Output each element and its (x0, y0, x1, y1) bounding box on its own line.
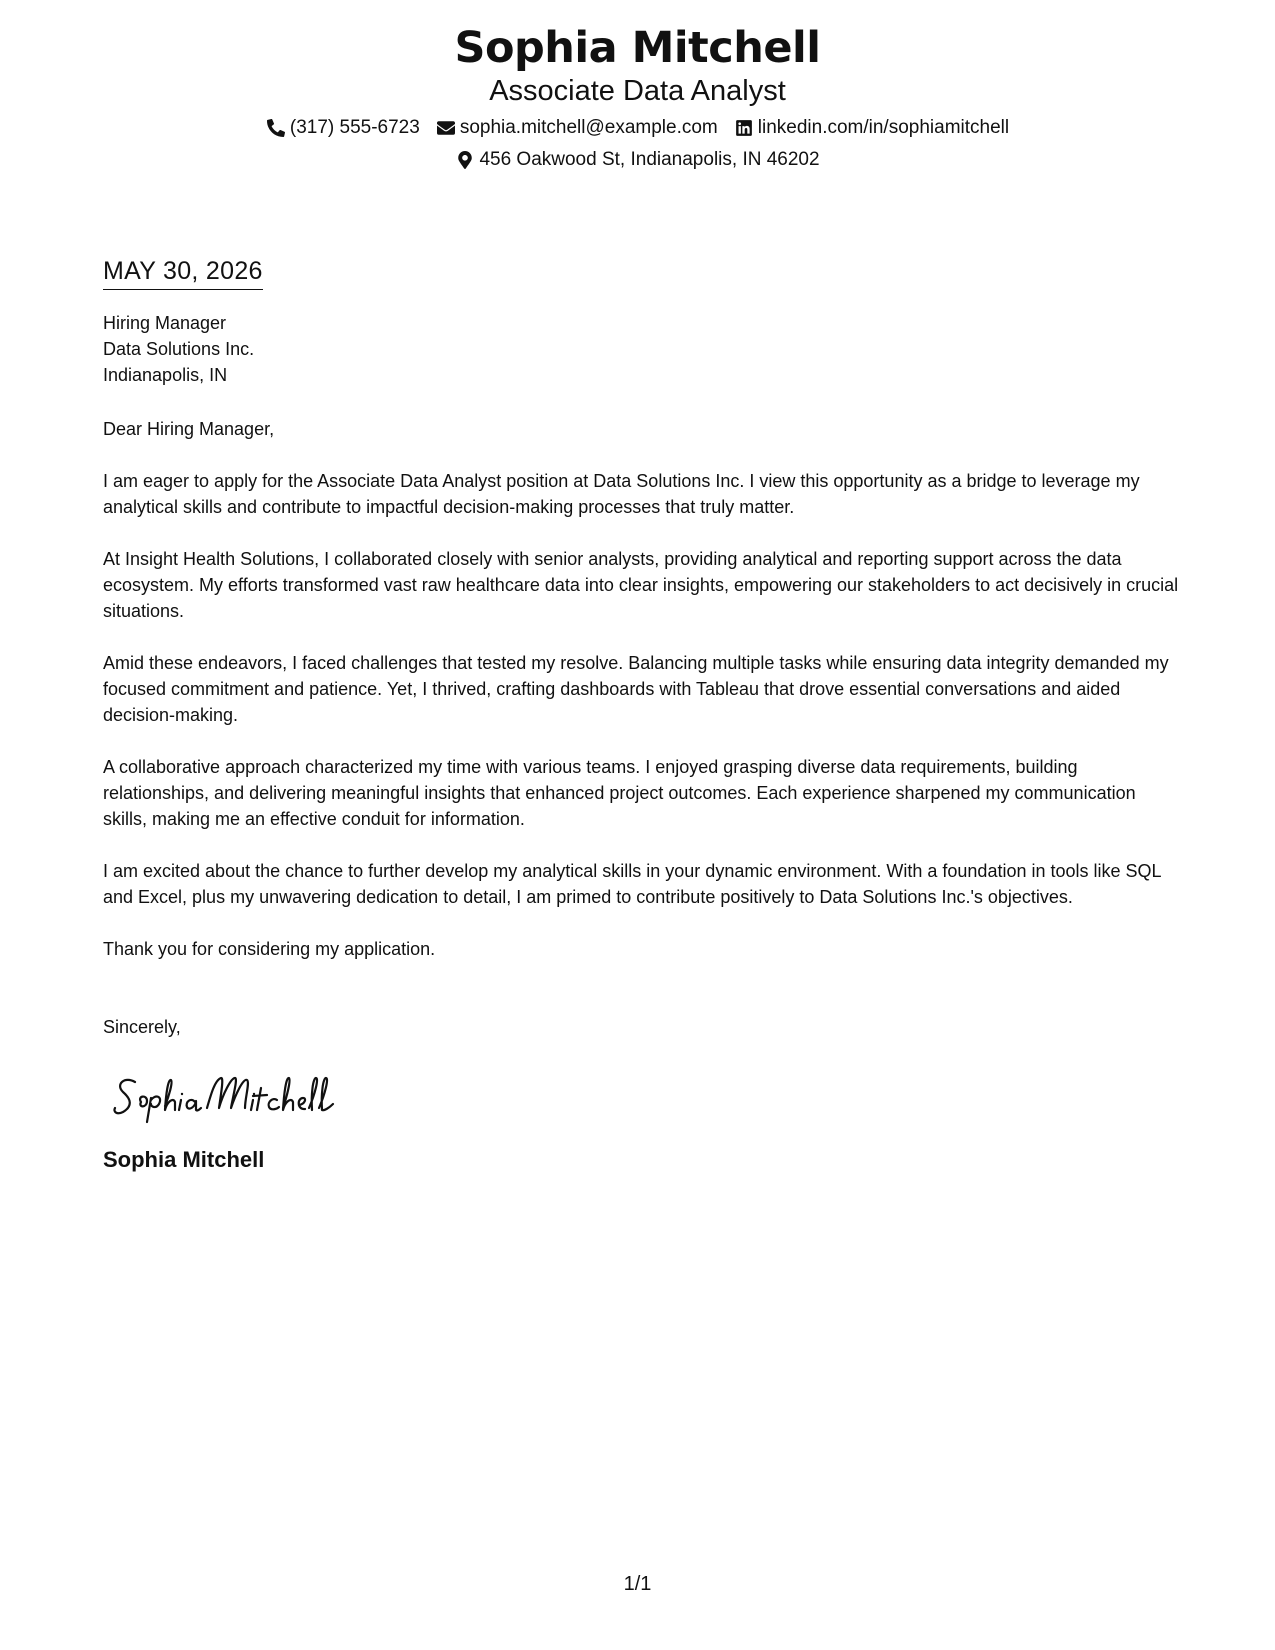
applicant-name: Sophia Mitchell (454, 23, 821, 73)
page-number: 1/1 (623, 1573, 652, 1595)
letter-header (0, 22, 1275, 172)
contact-linkedin-text[interactable]: linkedin.com/in/sophiamitchell (757, 117, 1010, 138)
recipient-line: Data Solutions Inc. (103, 339, 255, 359)
letter-date: MAY 30, 2026 (103, 255, 263, 290)
phone-icon (266, 118, 286, 138)
contact-email[interactable] (436, 116, 718, 140)
address-row (0, 148, 1275, 172)
contact-linkedin[interactable] (734, 116, 1009, 140)
body-paragraph: At Insight Health Solutions, I collaborated closely with senior analysts, providing analytical and reporting support across the data ecosystem. My efforts transformed vast raw healthcare data into clear insights, empowering our stakeholders to act decisively in crucial situations. (103, 549, 1179, 621)
closing: Sincerely, (103, 1017, 181, 1037)
recipient-block (103, 310, 1183, 388)
contact-email-text[interactable]: sophia.mitchell@example.com (459, 117, 718, 138)
contact-address-text: 456 Oakwood St, Indianapolis, IN 46202 (479, 149, 820, 170)
recipient-line: Hiring Manager (103, 313, 227, 333)
contact-address (455, 148, 819, 172)
recipient-line: Indianapolis, IN (103, 365, 228, 385)
handwritten-signature (111, 1064, 1183, 1128)
contact-row (0, 116, 1275, 140)
body-paragraph: Amid these endeavors, I faced challenges that tested my resolve. Balancing multiple tasks while ensuring data integrity demanded my focused commitment and patience. Yet, I thrived, crafting dashboards with Tableau that drove essential conversations and aided decision-making. (103, 653, 1169, 725)
contact-phone-text: (317) 555-6723 (289, 117, 420, 138)
signer-name: Sophia Mitchell (103, 1147, 265, 1172)
envelope-icon (436, 118, 456, 138)
map-marker-icon (455, 150, 475, 170)
body-paragraph: I am eager to apply for the Associate Data Analyst position at Data Solutions Inc. I view this opportunity as a bridge to leverage my analytical skills and contribute to impactful decision-making processes that truly matter. (103, 471, 1140, 517)
applicant-job-title: Associate Data Analyst (489, 75, 786, 107)
contact-phone (266, 116, 420, 140)
salutation: Dear Hiring Manager, (103, 419, 275, 439)
linkedin-icon (734, 118, 754, 138)
body-paragraph: Thank you for considering my application. (103, 939, 436, 959)
letter-body (103, 255, 1183, 1174)
body-paragraph: I am excited about the chance to further develop my analytical skills in your dynamic environment. With a foundation in tools like SQL and Excel, plus my unwavering dedication to detail, I am primed to contribute positively to Data Solutions Inc.'s objectives. (103, 861, 1161, 907)
signature-image (111, 1064, 371, 1128)
body-paragraph: A collaborative approach characterized my time with various teams. I enjoyed grasping diverse data requirements, building relationships, and delivering meaningful insights that enhanced project outcomes. Each experience sharpened my communication skills, making me an effective conduit for information. (103, 757, 1136, 829)
